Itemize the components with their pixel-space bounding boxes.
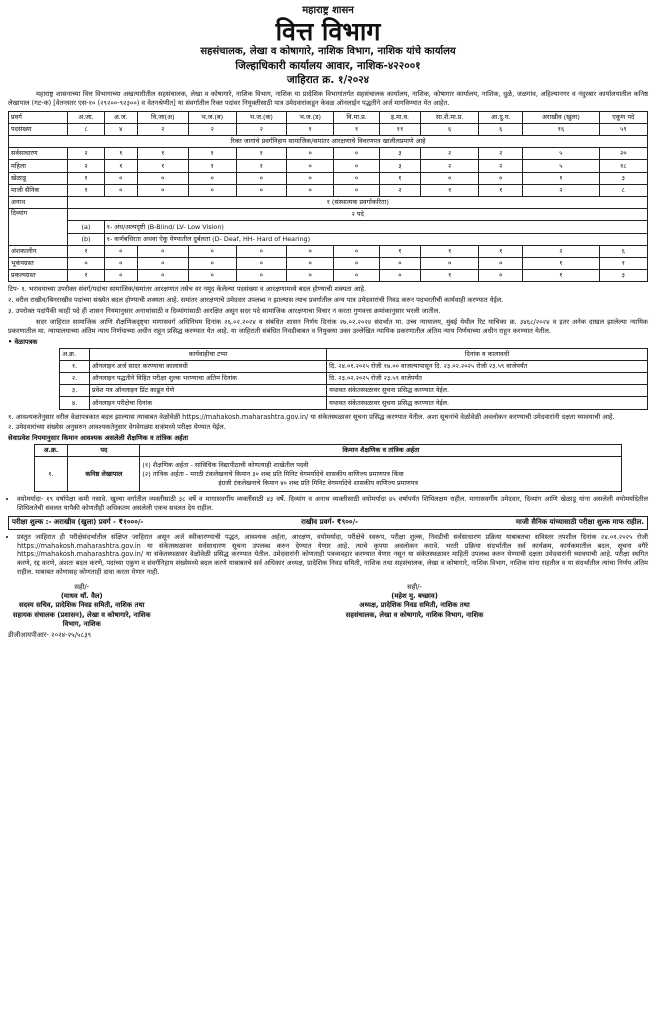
vacancy-header-cell: भ.ज.(क) <box>236 111 286 123</box>
vacancy-row-cell: १ <box>104 148 137 160</box>
vacancy-row-cell: ० <box>188 270 236 282</box>
vacancy-row-cell: ० <box>137 172 188 184</box>
age-limit: • वयोमर्यादा- १९ वर्षापेक्षा कमी नसावे. खुल्या वर्गातील व्यक्तीसाठी ३८ वर्षे व मागासवर्गीय व्यक्तींसाठी ४३ वर्षे. दिव्यांग व अनाथ व्यक्तीसाठी वयोमर्यादा ४५ वर्षापर्यंत शिथिलक्षम राहील. मागासवर्गीय उमेदवार, दिव्यांग आणि खेळाडू यांना असलेली वयोमर्यादेतील शिथिलतेची सवलत यापैकी कोणतीही अधिकतम असलेली एकच सवलत देय राहील. <box>17 495 648 513</box>
anath-value: १ (संस्थात्मक प्रवर्गाकरिता) <box>68 196 648 208</box>
vacancy-row-cell: ० <box>137 184 188 196</box>
vacancy-row-cell: अंशकालीन <box>9 245 68 257</box>
vacancy-total-cell: पदसंख्या <box>9 123 68 135</box>
vacancy-row-cell: १ <box>68 172 104 184</box>
vacancy-row-cell: २ <box>421 148 479 160</box>
vacancy-row-cell: ० <box>421 257 479 269</box>
vacancy-row-cell: ० <box>137 245 188 257</box>
vacancy-row-cell: १ <box>137 148 188 160</box>
schedule-cell: ऑनलाइन परीक्षेचा दिनांक <box>89 397 326 409</box>
note-1: टिप- १. भरावयाच्या उपरोक्त संवर्ग/पदांचा सामाजिक/समांतर आरक्षणात तसेच वर नमूद केलेल्या पदसंख्या व आरक्षणामध्ये बदल होण्याची शक्यता आहे. <box>8 285 367 294</box>
vacancy-row-cell: २ <box>68 160 104 172</box>
divyang-value: २ पदे <box>68 209 648 221</box>
vacancy-row-cell: १ <box>421 184 479 196</box>
vacancy-row-cell: ० <box>334 160 379 172</box>
vacancy-row-cell: २ <box>523 184 599 196</box>
vacancy-row-cell: ० <box>188 245 236 257</box>
fee-box <box>8 516 648 529</box>
vacancy-row <box>9 184 648 196</box>
note-4: सदर जाहिरात सामाजिक आणि शैक्षणिकदृष्ट्या मागासवर्ग अधिनियम दिनांक २६.०२.२०२४ व संबंधित शासन निर्णय दिनांक २७.०२.२०२४ संदर्भात मा. उच्च न्यायालय, मुंबई येथील रिट याचिका क्र. ३४६८/२०२४ व इतर अनेक दाखल झालेल्या न्यायिक प्रकरणातील मा. न्यायालयाच्या अंतिम न्याय निर्णयाच्या अधीन राहून प्रसिद्ध करण्यात येत आहे. या जाहिराती संबंधित निवडीबाबत व नियुक्त्या उक्त उल्लेखित न्यायिक प्रकरणातील अंतिम न्याय निर्णयाच्या अधीन राहून करण्यात येतील. <box>8 317 648 335</box>
vacancy-row-cell: ० <box>68 257 104 269</box>
schedule-note-2: २. उमेदवारांच्या संख्येस अनुसरुन आवश्यकतेनुसार वेगवेगळ्या सत्रांमध्ये परीक्षा घेण्यात येईल. <box>8 423 226 432</box>
vacancy-row-cell: ० <box>334 148 379 160</box>
qual-post: कनिष्ठ लेखापाल <box>68 457 140 492</box>
vacancy-header-cell: सा.शै.मा.प्र. <box>421 111 479 123</box>
vacancy-caption-row <box>9 136 648 148</box>
vacancy-row-cell: ० <box>137 270 188 282</box>
vacancy-caption: रिक्त जागांचे प्रवर्गनिहाय सामाजिक/समांतर आरक्षणाचे विवरणपत्र खालीलप्रमाणे आहे <box>9 136 648 148</box>
vacancy-row-cell: ० <box>236 257 286 269</box>
sig-right-sd: सही/- <box>407 583 422 592</box>
schedule-cell: ३. <box>60 385 90 397</box>
vacancy-row-cell: ५ <box>523 148 599 160</box>
vacancy-row-cell: ० <box>236 245 286 257</box>
vacancy-row-cell: ० <box>286 184 334 196</box>
vacancy-header-cell: प्रवर्ग <box>9 111 68 123</box>
vacancy-row-cell: ३ <box>599 172 647 184</box>
vacancy-table <box>8 111 648 283</box>
vacancy-row-cell: १ <box>137 160 188 172</box>
vacancy-row-cell: १ <box>68 184 104 196</box>
schedule-header-cell: अ.क्र. <box>60 348 90 360</box>
note-2: २. वरील राखीव/बिनराखीव पदांच्या संख्येत बदल होण्याची शक्यता आहे. समांतर आरक्षणाचे उमेदवार उपलब्ध न झाल्यास त्याच प्रवर्गातील अन्य पात्र उमेदवारांची निवड करुन पदभरतीची कार्यवाही करण्यात येईल. <box>8 296 504 305</box>
vacancy-total-cell: ४ <box>104 123 137 135</box>
sig-left-l1: सदस्य सचिव, प्रादेशिक निवड समिती, नाशिक तथा <box>18 601 145 610</box>
vacancy-header-cell: एकूण पदे <box>599 111 647 123</box>
sig-left-name: (माधव थॉ. वैल) <box>60 592 103 601</box>
divyang-b-text: १- कर्णबधिरता अथवा ऐकू येण्यातील दुर्बलता (D- Deaf, HH- Hard of Hearing) <box>104 233 647 245</box>
vacancy-row-cell: ० <box>479 172 523 184</box>
vacancy-row-cell: ० <box>188 184 236 196</box>
vacancy-total-cell: १६ <box>523 123 599 135</box>
vacancy-row-cell: २ <box>68 148 104 160</box>
vacancy-row-cell: ० <box>334 270 379 282</box>
vacancy-row-cell: ३ <box>379 148 420 160</box>
schedule-title: • वेळापत्रक <box>8 337 38 346</box>
schedule-cell: ऑनलाइन पद्धतीने विहित परीक्षा शुल्क भरण्याचा अंतिम दिनांक <box>89 372 326 384</box>
vacancy-row-cell: ० <box>286 245 334 257</box>
vacancy-total-cell: २ <box>236 123 286 135</box>
schedule-cell: ऑनलाइन अर्ज सादर करण्याचा कालावधी <box>89 360 326 372</box>
vacancy-row-cell: ० <box>286 270 334 282</box>
vacancy-row-cell: ० <box>104 184 137 196</box>
sig-left-sd: सही/- <box>74 583 90 592</box>
note-3: ३. उपरोक्त पदांपैकी काही पदे ही शासन नियमानुसार अनाथांसाठी व दिव्यांगांसाठी आरक्षित असून सदर पदे सामाजिक आरक्षणाचा विचार न करता गुणवत्ता क्रमांकानुसार भरली जातील. <box>8 307 441 316</box>
vacancy-row-cell: ० <box>104 257 137 269</box>
vacancy-row-cell: ० <box>137 257 188 269</box>
vacancy-total-cell: १ <box>286 123 334 135</box>
schedule-table <box>59 348 648 410</box>
qual-details <box>140 457 622 492</box>
schedule-row <box>60 385 648 397</box>
vacancy-total-cell: १ <box>334 123 379 135</box>
vacancy-row-cell: ० <box>334 245 379 257</box>
vacancy-header-cell: भ.ज.(ड) <box>286 111 334 123</box>
vacancy-row-cell: १ <box>421 270 479 282</box>
office-address: जिल्हाधिकारी कार्यालय आवार, नाशिक-४२२००१ <box>235 59 421 72</box>
vacancy-row-cell: खेळाडू <box>9 172 68 184</box>
vacancy-row-cell: २ <box>479 148 523 160</box>
vacancy-row-cell: ० <box>188 172 236 184</box>
qualification-header-cell: अ.क्र. <box>34 445 68 457</box>
sig-right-l1: अध्यक्ष, प्रादेशिक निवड समिती, नाशिक तथा <box>359 601 470 610</box>
vacancy-row <box>9 245 648 257</box>
vacancy-row-cell: माजी सैनिक <box>9 184 68 196</box>
vacancy-header-cell: वि.मा.प्र. <box>334 111 379 123</box>
vacancy-row-cell: ० <box>286 148 334 160</box>
schedule-header-cell: कार्यवाहीचा टप्पा <box>89 348 326 360</box>
advertisement-page <box>8 0 648 640</box>
vacancy-row-cell: ३ <box>379 160 420 172</box>
qual-edu: (१) शैक्षणिक अर्हता - सांविधिक विद्यापीठाची कोणत्याही शाखेतील पदवी <box>142 461 309 470</box>
vacancy-row-cell: ० <box>286 172 334 184</box>
divyang-b-key: (b) <box>68 233 104 245</box>
schedule-cell: यथावत संकेतस्थळावर सुचना प्रसिद्ध करण्यात येईल. <box>327 397 648 409</box>
signature-left <box>8 583 315 629</box>
vacancy-row <box>9 270 648 282</box>
vacancy-row-cell: ० <box>188 257 236 269</box>
footer-code: डीजीआयपीआर- २०२४-२५/५८३९ <box>8 630 92 639</box>
vacancy-row-cell: सर्वसाधारण <box>9 148 68 160</box>
vacancy-row-cell: १ <box>479 245 523 257</box>
vacancy-total-cell: ८ <box>68 123 104 135</box>
divyang-a-text: १- अंध/अल्पदृष्टी (B-Blind/ LV- Low Vision) <box>104 221 647 233</box>
vacancy-row-cell: ५ <box>523 160 599 172</box>
anath-label: अनाथ <box>9 196 68 208</box>
vacancy-row-cell: १ <box>104 160 137 172</box>
sig-right-l2: सहसंचालक, लेखा व कोषागारे, नाशिक विभाग, नाशिक <box>345 610 484 619</box>
vacancy-row-cell: १ <box>379 172 420 184</box>
vacancy-row-cell: भूकंपग्रस्त <box>9 257 68 269</box>
vacancy-header-cell: आ.दु.घ. <box>479 111 523 123</box>
schedule-cell: १. <box>60 360 90 372</box>
vacancy-row-cell: १ <box>236 148 286 160</box>
vacancy-row-cell: २ <box>479 160 523 172</box>
vacancy-row-cell: ० <box>286 160 334 172</box>
fee-exservice: माजी सैनिक यांच्यासाठी परीक्षा शुल्क माफ राहील. <box>515 518 644 527</box>
vacancy-row-cell: ० <box>236 172 286 184</box>
vacancy-header-cell: इ.मा.व. <box>379 111 420 123</box>
vacancy-row-cell: १ <box>523 270 599 282</box>
vacancy-row-cell: ० <box>421 172 479 184</box>
vacancy-row-cell: २ <box>523 245 599 257</box>
qual-tech: (२) तांत्रिक अर्हता - मराठी टंकलेखनाचे किमान ३० शब्द प्रति मिनिट वेगमर्यादेचे शासकीय वाणिज्य प्रमाणपत्र किंवा <box>142 470 404 479</box>
vacancy-row-cell: ० <box>236 184 286 196</box>
vacancy-header-cell: अराखीव (खुला) <box>523 111 599 123</box>
qualification-header-cell: किमान शैक्षणिक व तांत्रिक अर्हता <box>140 445 622 457</box>
schedule-cell: २. <box>60 372 90 384</box>
schedule-cell: प्रवेश पत्र ऑनलाइन प्रिंट काढून घेणे <box>89 385 326 397</box>
vacancy-header-cell: भ.ज.(ब) <box>188 111 236 123</box>
schedule-header-cell: दिनांक व कालावधी <box>327 348 648 360</box>
schedule-header-row <box>60 348 648 360</box>
vacancy-row-cell: ० <box>479 270 523 282</box>
vacancy-row-cell: ८ <box>599 184 647 196</box>
divyang-label: दिव्यांग <box>9 209 68 246</box>
vacancy-row-cell: ० <box>104 270 137 282</box>
vacancy-row-cell: ३ <box>599 270 647 282</box>
qual-tech-2: इंग्रजी टंकलेखनाचे किमान ४० शब्द प्रति मिनिट वेगमर्यादेचे शासकीय वाणिज्य प्रमाणपत्र <box>218 478 418 487</box>
vacancy-row-cell: ६ <box>599 245 647 257</box>
vacancy-header-cell: अ.जा. <box>68 111 104 123</box>
intro-paragraph: महाराष्ट्र शासनाच्या वित्त विभागाच्या अखत्यारीतील सहसंचालक, लेखा व कोषागारे, नाशिक विभाग, नाशिक या प्रादेशिक विभागांतर्गत सहसंचालक कार्यालय, नाशिक, कोषागार कार्यालय, नाशिक, धुळे, जळगांव, अहिल्यानगर व नंदुरबार कार्यालयातील कनिष्ठ लेखापाल (गट-क) [वेतनस्तर एस-१० (२९२००-९२३००) व वेतनश्रेणीत] या संवर्गातील रिक्त पदांवर नियुक्तीसाठी पात्र उमेदवारांकडून केवळ ऑनलाईन पद्धतीने अर्ज मागविण्यात येत आहेत. <box>8 89 648 107</box>
vacancy-row-cell: ० <box>379 270 420 282</box>
vacancy-row-cell: ० <box>236 270 286 282</box>
qualification-row <box>34 457 622 492</box>
vacancy-total-cell: २ <box>137 123 188 135</box>
divyang-a-row <box>9 221 648 233</box>
vacancy-row-cell: १ <box>188 148 236 160</box>
vacancy-total-cell: ६ <box>479 123 523 135</box>
vacancy-row-cell: १ <box>68 270 104 282</box>
govt-title: महाराष्ट्र शासन <box>302 5 354 16</box>
vacancy-row-cell: १ <box>599 257 647 269</box>
divyang-b-row <box>9 233 648 245</box>
schedule-row <box>60 372 648 384</box>
sig-right-name: (महेश मु. बच्छाव) <box>391 592 438 601</box>
qual-sr: १. <box>34 457 68 492</box>
signatures <box>8 583 648 629</box>
fee-reserved: राखीव प्रवर्ग- ₹९००/- <box>301 518 359 527</box>
vacancy-row <box>9 148 648 160</box>
anath-row <box>9 196 648 208</box>
schedule-cell: दि. २४.०१.२०२५ रोजी १७.०० वाजल्यापासून दि. २३.०२.२०२५ रोजी २३.५९ वाजेपर्यंत <box>327 360 648 372</box>
vacancy-header-cell: अ.ज. <box>104 111 137 123</box>
fee-open: परीक्षा शुल्क :- अराखीव (खुला) प्रवर्ग - ₹१०००/- <box>12 518 144 527</box>
vacancy-row-cell: ० <box>104 172 137 184</box>
office-title: सहसंचालक, लेखा व कोषागारे, नाशिक विभाग, नाशिक यांचे कार्यालय <box>200 46 456 57</box>
vacancy-row <box>9 160 648 172</box>
schedule-cell: ४. <box>60 397 90 409</box>
qualification-header-row <box>34 445 622 457</box>
qualification-title: सेवाप्रवेश नियमानुसार किमान आवश्यक असलेली शैक्षणिक व तांत्रिक अर्हता <box>8 434 189 443</box>
vacancy-row-cell: १ <box>188 160 236 172</box>
vacancy-row <box>9 172 648 184</box>
divyang-a-key: (a) <box>68 221 104 233</box>
vacancy-row-cell: १ <box>523 172 599 184</box>
vacancy-total-cell: ११ <box>379 123 420 135</box>
schedule-row <box>60 360 648 372</box>
divyang-row <box>9 209 648 221</box>
vacancy-row-cell: महिला <box>9 160 68 172</box>
vacancy-row-cell: १ <box>421 245 479 257</box>
schedule-note-1: १. आवश्यकतेनुसार वरील वेळापत्रकात बदल झाल्यास त्याबाबत वेळोवेळी https://mahakosh.maharashtra.gov.in/ या संकेतस्थळावर सूचना प्रसिद्ध करण्यात येतील. अशा सूचनांचे वेळोवेळी अवलोकन करण्याची उमेदवारांनी दक्षता घ्यावयाची आहे. <box>8 412 615 421</box>
qualification-header-cell: पद <box>68 445 140 457</box>
final-paragraph: • प्रस्तुत जाहिरात ही परीक्षेसंदर्भातील संक्षिप्त जाहिरात असून अर्ज स्वीकारण्याची पद्धत, आवश्यक अर्हता, आरक्षण, वयोमर्यादा, परीक्षेचे स्वरूप, परीक्षा शुल्क, निवडीची सर्वसाधारण प्रक्रिया याबाबतचा सविस्तर तपशील दिनांक २४.०१.२०२५ रोजी https://mahakosh.maharashtra.gov.in या संकेतस्थळावर सर्वसाधारण सूचना उपलब्ध करुन देण्यात येणार आहे. त्याचे कृपया अवलोकन करावे. भरती प्रक्रिया संदर्भातील सर्व कार्यक्रम, कार्यकमातील बदल, सूचना वगैरे https://mahakosh.maharashtra.gov.in/ या संकेतस्थळावर वेळोवेळी प्रसिद्ध करण्यात येतील. उमेदवारांनी कोणताही पत्रव्यवहार करण्यात येणार नसून या संकेतस्थळावर माहिती उपलब्ध करुन घेण्याची दक्षता उमेदवारांनी घ्यावयाची आहे. परीक्षा स्थगित करणे, रद्द करणे, अंशतः बदल करणे, पदांच्या एकुण व संवर्गनिहाय संख्येमध्ये बदल करणे याबाबतचे सर्व अधिकार अध्यक्ष, प्रादेशिक निवड समिती, नाशिक तथा सहसंचालक, लेखा व कोषागारे, नाशिक विभाग, नाशिक यांना राहतील व या संदर्भातील त्यांचा निर्णय अंतिम राहील. याबाबत कोणासह कोणताही दावा करता येणार नाही. <box>17 533 648 577</box>
schedule-cell: यथावत संकेतस्थळावर सुचना प्रसिद्ध करण्यात येईल. <box>327 385 648 397</box>
vacancy-total-cell: २ <box>188 123 236 135</box>
vacancy-row-cell: १ <box>236 160 286 172</box>
schedule-cell: दि. २३.०२.२०२५ रोजी २३.५९ वाजेपर्यंत <box>327 372 648 384</box>
vacancy-header-cell: वि.जा(अ) <box>137 111 188 123</box>
vacancy-row-cell: ० <box>379 257 420 269</box>
signature-right <box>341 583 648 629</box>
vacancy-row-cell: १ <box>68 245 104 257</box>
qualification-table <box>34 444 623 492</box>
vacancy-row-cell: १ <box>523 257 599 269</box>
vacancy-row-cell: ० <box>334 172 379 184</box>
vacancy-total-cell: ५९ <box>599 123 647 135</box>
vacancy-row-cell: ० <box>334 257 379 269</box>
vacancy-row-cell: प्रकल्पग्रस्त <box>9 270 68 282</box>
vacancy-total-cell: ६ <box>421 123 479 135</box>
vacancy-total-row <box>9 123 648 135</box>
vacancy-row-cell: १८ <box>599 160 647 172</box>
vacancy-row-cell: २० <box>599 148 647 160</box>
ad-number: जाहिरात क्र. १/२०२४ <box>286 73 370 86</box>
schedule-row <box>60 397 648 409</box>
dept-title: वित्त विभाग <box>275 16 381 46</box>
age-list <box>8 495 648 513</box>
vacancy-row-cell: ० <box>479 257 523 269</box>
vacancy-row-cell: २ <box>379 184 420 196</box>
vacancy-row-cell: ० <box>104 245 137 257</box>
final-list <box>8 533 648 577</box>
vacancy-row-cell: ० <box>286 257 334 269</box>
vacancy-row-cell: १ <box>379 245 420 257</box>
vacancy-row-cell: २ <box>421 160 479 172</box>
vacancy-row-cell: ० <box>334 184 379 196</box>
sig-left-l2: सहायक संचालक (प्रशासन), लेखा व कोषागारे, नाशिक विभाग, नाशिक <box>12 610 151 628</box>
vacancy-row <box>9 257 648 269</box>
vacancy-header-row <box>9 111 648 123</box>
vacancy-row-cell: १ <box>479 184 523 196</box>
